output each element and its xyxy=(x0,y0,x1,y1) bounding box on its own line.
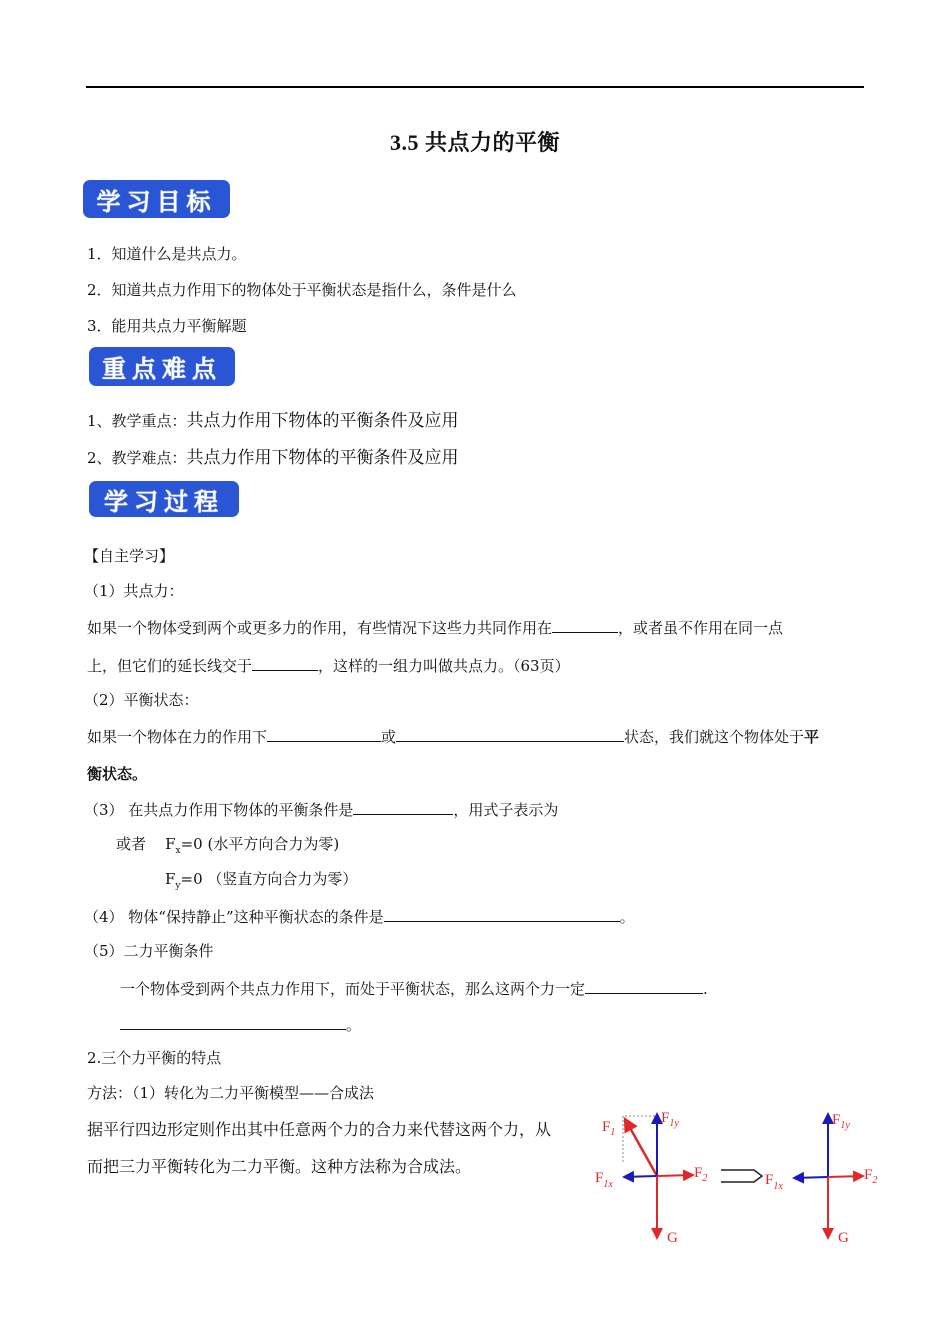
q5-end: . xyxy=(703,980,708,998)
badge-key-points: 重点难点 xyxy=(89,347,235,386)
svg-text:F2: $F_2$ xyxy=(864,1167,878,1186)
svg-text:F2: $F_2$ xyxy=(694,1165,708,1184)
fx-equation: $F_x=0$ (水平方向合力为零) xyxy=(165,835,340,856)
q1-text-d: ，这样的一组力叫做共点力。（63页） xyxy=(318,657,570,675)
svg-text:F1y: $F_{1y}$ xyxy=(661,1110,679,1129)
fy-equation: $F_y=0$ （竖直方向合力为零） xyxy=(165,870,358,891)
key-point-item xyxy=(87,411,459,431)
objective-item: 3．能用共点力平衡解题 xyxy=(87,317,247,335)
q2-label: （2）平衡状态： xyxy=(84,691,199,709)
objective-item: 2．知道共点力作用下的物体处于平衡状态是指什么，条件是什么 xyxy=(87,281,517,299)
q1-text-a: 如果一个物体受到两个或更多力的作用，有些情况下这些力共同作用在 xyxy=(87,619,553,637)
svg-text:G: G xyxy=(667,1230,678,1246)
q2-text-a: 如果一个物体在力的作用下 xyxy=(87,728,268,746)
q1-text-c: 上，但它们的延长线交于 xyxy=(87,657,253,675)
q2-line1 xyxy=(87,725,819,747)
q5-blank-1[interactable] xyxy=(585,977,703,994)
q3-or: 或者 xyxy=(116,835,147,853)
description-line-2: 而把三力平衡转化为二力平衡。这种方法称为合成法。 xyxy=(87,1157,472,1176)
q3-fy-line xyxy=(165,869,357,896)
description-line-1: 据平行四边形定则作出其中任意两个力的合力来代替这两个力，从 xyxy=(87,1120,552,1139)
q1-blank-1[interactable] xyxy=(552,616,618,633)
q2-text-b: 或 xyxy=(381,728,397,746)
key-point-text: 共点力作用下物体的平衡条件及应用 xyxy=(186,411,459,431)
q3-blank[interactable] xyxy=(353,798,453,815)
right-force-diagram xyxy=(765,1112,877,1246)
header-rule xyxy=(86,86,864,88)
q3-text-a: （3） 在共点力作用下物体的平衡条件是 xyxy=(84,801,354,819)
method-line: 方法：（1）转化为二力平衡模型——合成法 xyxy=(87,1084,375,1102)
transform-arrow-icon xyxy=(721,1170,762,1182)
q1-line1 xyxy=(87,616,783,638)
q3-text-b: ，用式子表示为 xyxy=(453,801,559,819)
q3-fx-line xyxy=(116,834,339,861)
q2-bold-a: 平 xyxy=(804,728,820,746)
q1-text-b: ，或者虽不作用在同一点 xyxy=(618,619,784,637)
q4-text-b: 。 xyxy=(619,908,635,926)
q5-label: （5）二力平衡条件 xyxy=(84,942,214,960)
objective-item: 1．知道什么是共点力。 xyxy=(87,245,247,263)
key-point-prefix: 1、教学重点： xyxy=(87,412,187,430)
key-point-item xyxy=(87,448,459,468)
q4-text-a: （4） 物体“保持静止”这种平衡状态的条件是 xyxy=(84,908,384,926)
page-title: 3.5 共点力的平衡 xyxy=(389,130,560,155)
section-2-title: 2.三个力平衡的特点 xyxy=(87,1049,222,1067)
q5-line2 xyxy=(120,1013,361,1035)
svg-text:F1y: $F_{1y}$ xyxy=(832,1112,850,1131)
left-force-diagram xyxy=(595,1110,707,1246)
difficulty-text: 共点力作用下物体的平衡条件及应用 xyxy=(186,448,459,468)
q3-line xyxy=(84,798,558,820)
q5-blank-2[interactable] xyxy=(120,1013,346,1030)
badge-learning-objectives: 学习目标 xyxy=(83,180,230,218)
svg-text:F1: $F_1$ xyxy=(602,1119,616,1138)
q5-end-2: 。 xyxy=(346,1016,362,1034)
force-diagram xyxy=(590,1100,890,1250)
q2-text-c: 状态，我们就这个物体处于 xyxy=(624,728,805,746)
svg-text:G: G xyxy=(838,1230,849,1246)
q1-line2 xyxy=(87,654,570,676)
q5-line1 xyxy=(120,977,708,999)
q1-blank-2[interactable] xyxy=(252,654,318,671)
difficulty-prefix: 2、教学难点： xyxy=(87,449,187,467)
svg-text:F1x: $F_{1x}$ xyxy=(595,1170,613,1190)
q4-blank[interactable] xyxy=(384,905,620,922)
q2-blank-2[interactable] xyxy=(396,725,624,742)
q2-line2: 衡状态。 xyxy=(87,765,148,783)
svg-text:F1x: $F_{1x}$ xyxy=(765,1172,783,1192)
self-study-heading: 【自主学习】 xyxy=(84,547,175,565)
q2-blank-1[interactable] xyxy=(267,725,381,742)
q1-label: （1）共点力： xyxy=(84,582,184,600)
q5-text: 一个物体受到两个共点力作用下，而处于平衡状态，那么这两个力一定 xyxy=(120,980,586,998)
badge-learning-process: 学习过程 xyxy=(89,481,239,517)
q4-line xyxy=(84,905,635,927)
